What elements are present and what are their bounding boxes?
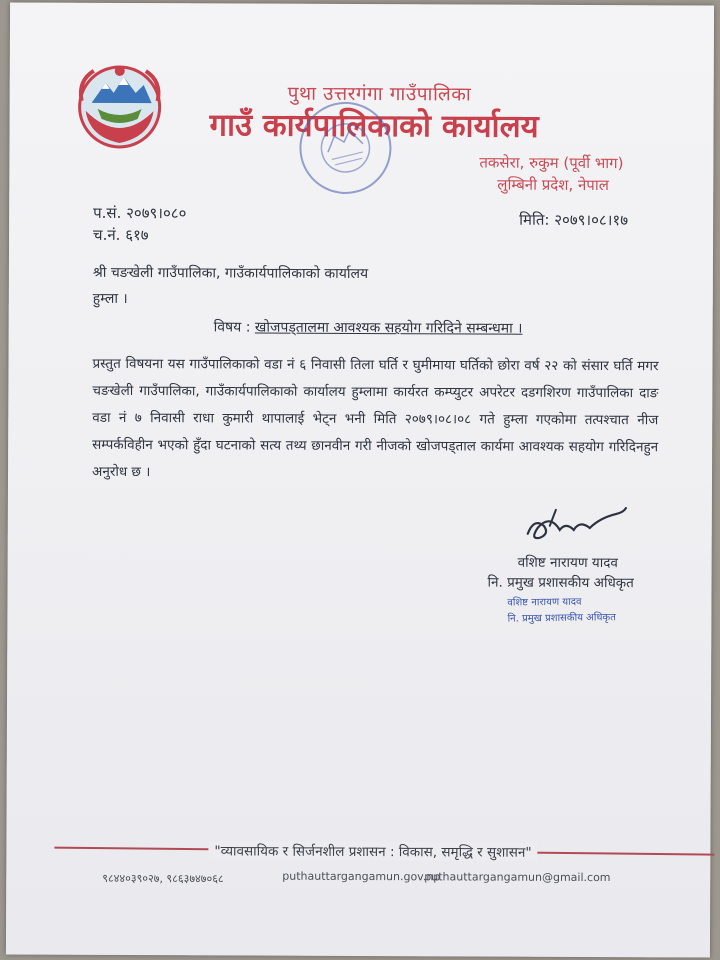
stamp-name: वशिष्ट नारायण यादव (507, 596, 582, 609)
footer-website: puthauttargangamun.gov.np (282, 869, 441, 884)
recipient-location: हुम्ला । (92, 290, 128, 307)
footer-phones: ९८४४०३९०२७, ९८६३७४७०६८ (102, 871, 224, 886)
letter-date: मिति: २०७९।०८।१७ (519, 210, 629, 230)
footer-email: puthauttargangamun@gmail.com (424, 870, 611, 885)
recipient-office: श्री चङखेली गाउँपालिका, गाउँकार्यपालिकाको कार्यालय (92, 264, 369, 283)
office-title: गाउँ कार्यपालिकाको कार्यालय (209, 107, 539, 145)
subject-label: विषय : (213, 319, 251, 336)
dispatch-number: च.नं. ६१७ (93, 225, 149, 245)
name-stamp (507, 594, 616, 627)
seal-graphic (310, 114, 382, 183)
signatory-title: नि. प्रमुख प्रशासकीय अधिकृत (487, 574, 634, 592)
subject-line (214, 317, 523, 337)
subject-text: खोजपड्तालमा आवश्यक सहयोग गरिदिने सम्बन्धमा । (254, 319, 523, 337)
handwritten-signature (520, 500, 630, 550)
signatory-name: वशिष्ट नारायण यादव (517, 554, 618, 572)
address-line-2: लुम्बिनी प्रदेश, नेपाल (497, 175, 609, 195)
nepal-emblem-logo (71, 61, 167, 151)
municipality-name: पुथा उत्तरगंगा गाउँपालिका (287, 82, 472, 106)
reference-number: प.सं. २०७९।०८० (93, 203, 187, 223)
letter-sheet (6, 2, 714, 957)
footer-motto: "व्यावसायिक र सिर्जनशील प्रशासन : विकास, समृद्धि र सुशासन" (208, 841, 537, 860)
letter-body: प्रस्तुत विषयना यस गाउँपालिकाको वडा नं ६ निवासी तिला घर्ति र घुमीमाया घर्तिको छोरा वर्ष २२ को संसार घर्ति मगर चङखेली गाउँपालिका, गाउँकार्यपालिकाको कार्यालय हुम्लामा कार्यरत कम्प्युटर अपरेटर दडगशिरण गाउँपालिका दाङ वडा नं ७ निवासी राधा कुमारी थापालाई भेट्न भनी मिति २०७९।०८।०८ गते हुम्ला गएकोमा तत्पश्चात नीज सम्पर्कविहीन भएको हुँदा घटनाको सत्य तथ्य छानवीन गरी नीजको खोजपड्ताल कार्यमा आवश्यक सहयोग गरिदिनहुन अनुरोध छ । (91, 355, 659, 481)
address-line-1: तकसेरा, रुकुम (पूर्वी भाग) (479, 153, 624, 173)
stamp-title: नि. प्रमुख प्रशासकीय अधिकृत (507, 612, 616, 625)
